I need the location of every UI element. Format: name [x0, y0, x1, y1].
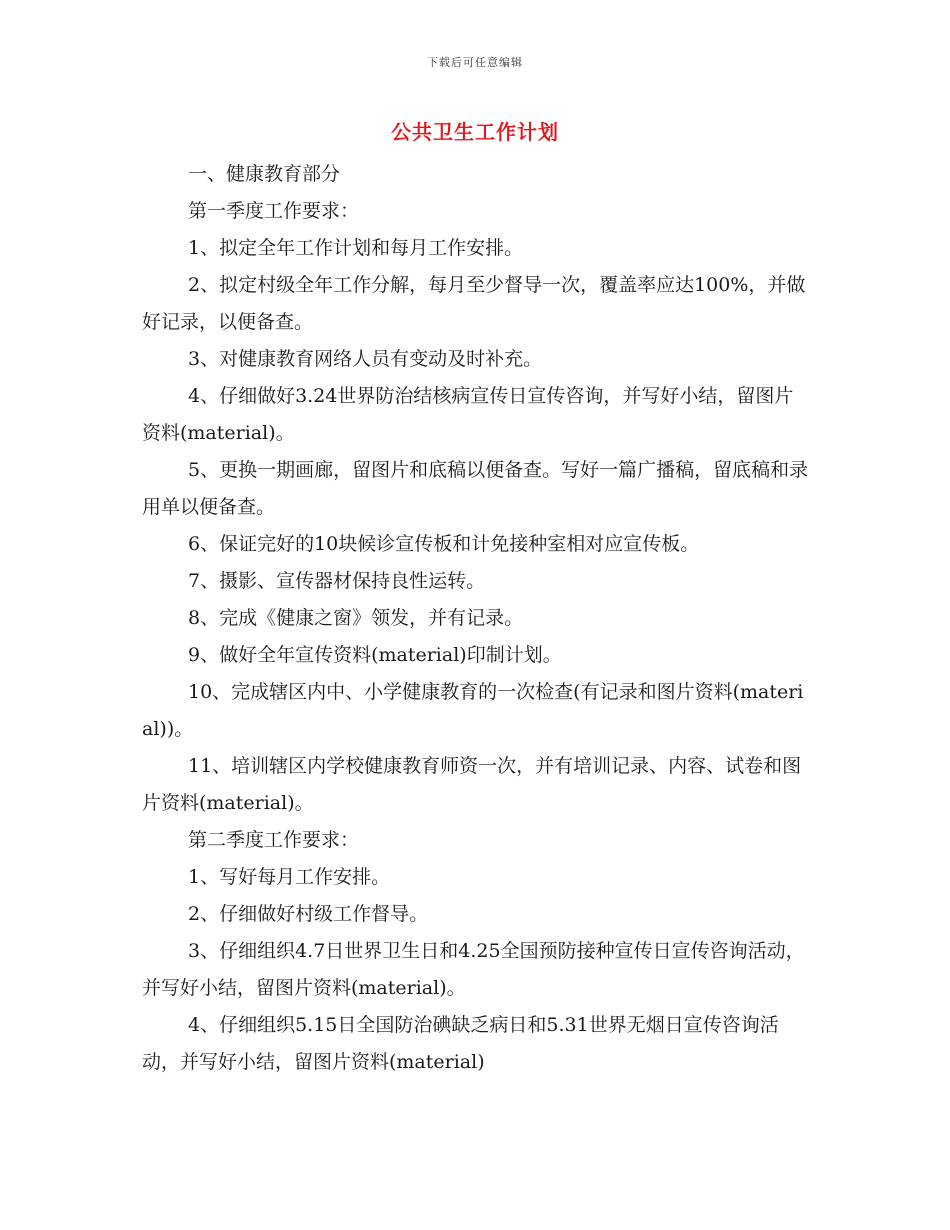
q1-requirements-heading: 第一季度工作要求： — [188, 200, 360, 222]
header-note: 下载后可任意编辑 — [427, 56, 523, 69]
q1-item-8: 8、完成《健康之窗》领发，并有记录。 — [188, 607, 524, 629]
q1-item-6: 6、保证完好的10块候诊宣传板和计免接种室相对应宣传板。 — [188, 533, 700, 555]
q1-item-2: 2、拟定村级全年工作分解，每月至少督导一次，覆盖率应达100%，并做好记录，以便备查。 — [142, 274, 806, 333]
document-body — [142, 156, 810, 1081]
document-title: 公共卫生工作计划 — [391, 120, 559, 144]
q1-item-4: 4、仔细做好3.24世界防治结核病宣传日宣传咨询，并写好小结，留图片资料(material)。 — [142, 385, 794, 444]
q1-item-1: 1、拟定全年工作计划和每月工作安排。 — [188, 237, 524, 259]
q2-item-2: 2、仔细做好村级工作督导。 — [188, 903, 429, 925]
q2-item-3: 3、仔细组织4.7日世界卫生日和4.25全国预防接种宣传日宣传咨询活动，并写好小结，留图片资料(material)。 — [142, 940, 805, 999]
q1-item-9: 9、做好全年宣传资料(material)印制计划。 — [188, 644, 562, 666]
section-heading-health-education: 一、健康教育部分 — [188, 163, 341, 185]
q2-item-4: 4、仔细组织5.15日全国防治碘缺乏病日和5.31世界无烟日宣传咨询活动，并写好小结，留图片资料(material) — [142, 1014, 779, 1073]
q1-item-10: 10、完成辖区内中、小学健康教育的一次检查(有记录和图片资料(material))。 — [142, 681, 804, 740]
q2-requirements-heading: 第二季度工作要求： — [188, 829, 360, 851]
q1-item-7: 7、摄影、宣传器材保持良性运转。 — [188, 570, 486, 592]
q1-item-5: 5、更换一期画廊，留图片和底稿以便备查。写好一篇广播稿，留底稿和录用单以便备查。 — [142, 459, 809, 518]
q1-item-11: 11、培训辖区内学校健康教育师资一次，并有培训记录、内容、试卷和图片资料(material)。 — [142, 755, 802, 814]
q2-item-1: 1、写好每月工作安排。 — [188, 866, 391, 888]
q1-item-3: 3、对健康教育网络人员有变动及时补充。 — [188, 348, 543, 370]
